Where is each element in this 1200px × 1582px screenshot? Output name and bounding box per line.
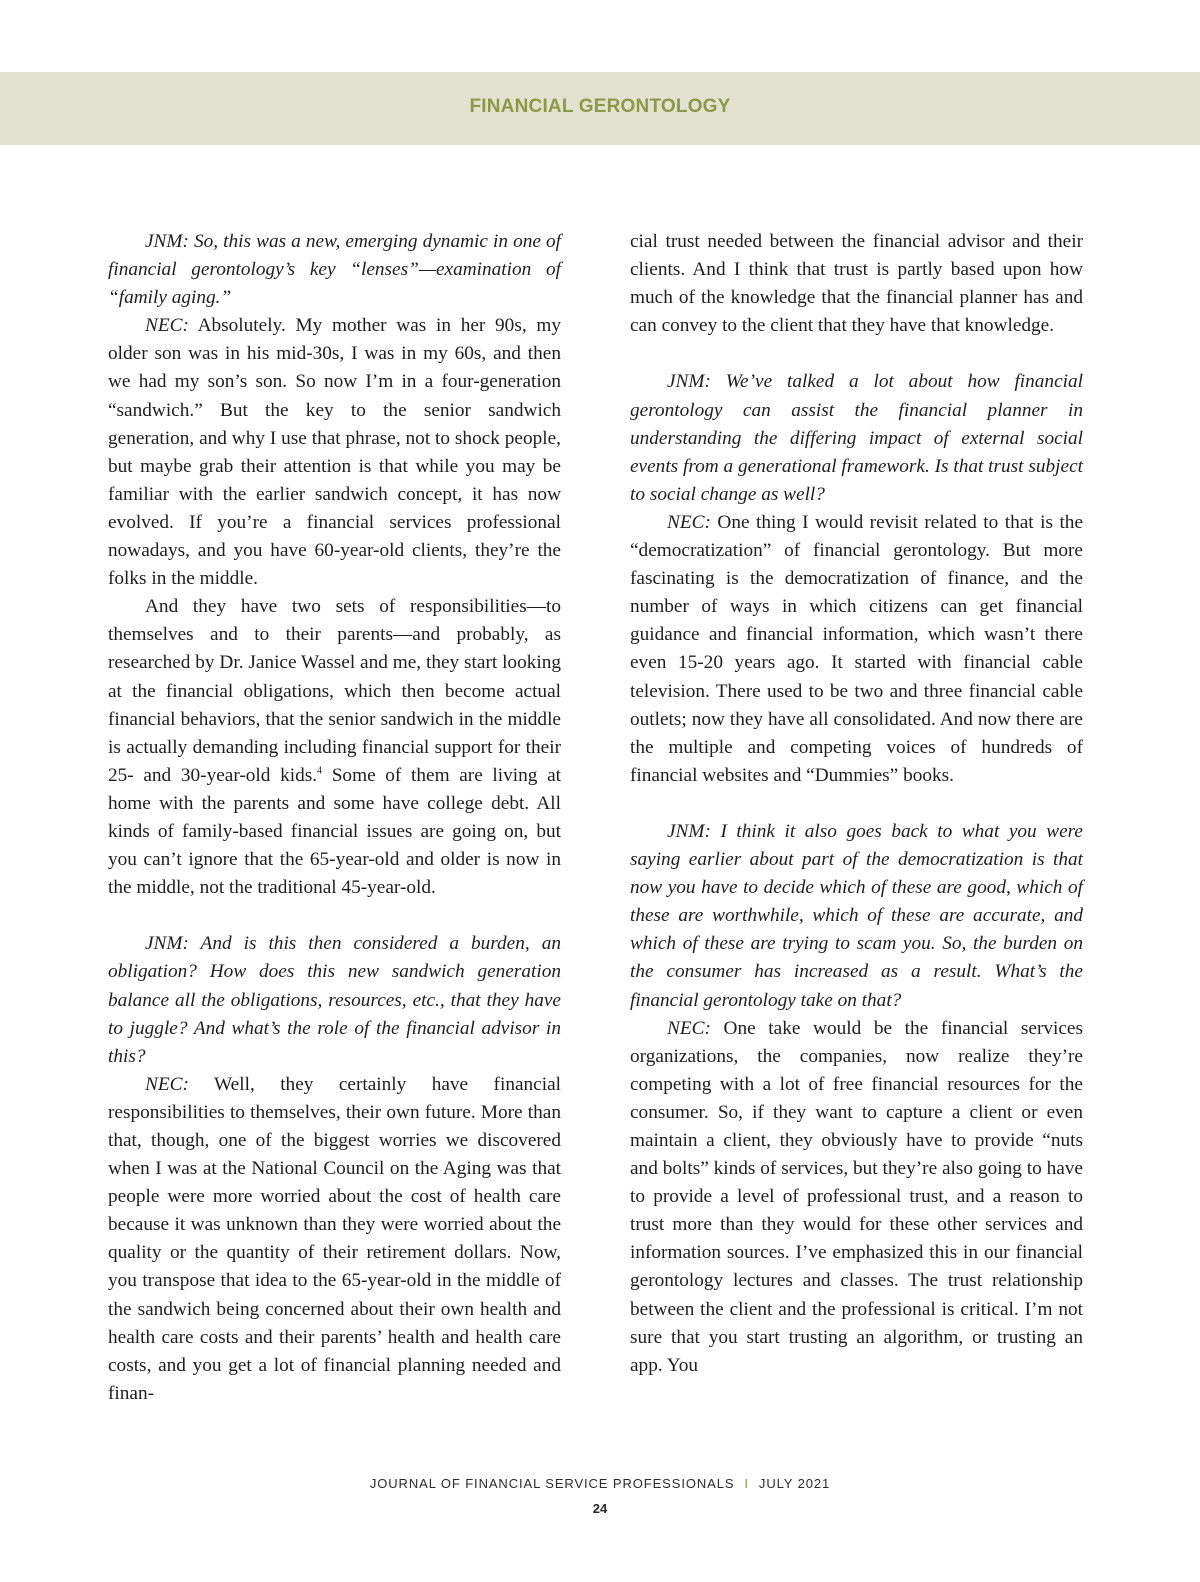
nec-answer-1: NEC: Absolutely. My mother was in her 90s, my older son was in his mid-30s, I was in my 60s, and then we had my son’s son. So now I’m in a four-generation “sandwich.” But the key to the senior sandwich generation, and why I use that phrase, not to shock people, but maybe grab their attention is that while you may be familiar with the earlier sandwich concept, it has now evolved. If you’re a financial services professional nowadays, and you have 60-year-old clients, they’re the folks in the middle.	[108, 315, 561, 590]
nec-answer-3: NEC: One thing I would revisit related to that is the “democratization” of financial gerontology. But more fascinating is the democratization of finance, and the number of ways in which citizens can get financial guidance and financial information, which wasn’t there even 15-20 years ago. It started with financial cable television. There used to be two and three financial cable outlets; now they have all consolidated. And now there are the multiple and competing voices of hundreds of financial websites and “Dummies” books.	[630, 511, 1084, 786]
section-title: FINANCIAL GERONTOLOGY	[469, 96, 731, 117]
speaker-nec: NEC:	[145, 315, 189, 337]
nec-answer-2: NEC: Well, they certainly have financial responsibilities to themselves, their own future. More than that, though, one of the biggest worries we discovered when I was at the National Council on the Aging was that people were more worried about the cost of health care because it was unknown than they were worried about the quality or the quantity of their retirement dollars. Now, you transpose that idea to the 65-year-old in the middle of the sandwich being concerned about their own health and health care costs and their parents’ health and health care costs, and you get a lot of financial planning needed and finan-	[108, 1073, 561, 1404]
footnote-marker: 4	[317, 765, 323, 777]
nec-answer-1-continued: And they have two sets of responsibilities—to themselves and to their parents—and probably, as researched by Dr. Janice Wassel and me, they start looking at the financial obligations, which then become actual financial behaviors, that the senior sandwich in the middle is actually demanding including financial support for their 25- and 30-year-old kids.$^4$ Some of them are living at home with the parents and some have college debt. All kinds of family-based financial issues are going on, but you can’t ignore that the 65-year-old and older is now in the middle, not the traditional 45-year-old.	[108, 596, 561, 899]
speaker-jnm: JNM:	[145, 933, 189, 955]
nec-answer-2-continued: cial trust needed between the financial advisor and their clients. And I think that trust is partly based upon how much of the knowledge that the financial planner has and can convey to the client that they have that knowledge.	[630, 231, 1083, 337]
left-column	[108, 228, 561, 1408]
jnm-question-4: JNM: I think it also goes back to what you were saying earlier about part of the democratization is that now you have to decide which of these are good, which of these are worthwhile, which of these are accurate, and which of these are trying to scam you. So, the burden on the consumer has increased as a result. What’s the financial gerontology take on that?	[630, 820, 1083, 1011]
speaker-nec: NEC:	[145, 1073, 189, 1095]
speaker-jnm: JNM:	[667, 371, 711, 393]
jnm-question-3: JNM: We’ve talked a lot about how financial gerontology can assist the financial planner in understanding the differing impact of external social events from a generational framework. Is that trust subject to social change as well?	[630, 371, 1083, 505]
speaker-jnm: JNM:	[667, 820, 711, 842]
speaker-nec: NEC:	[667, 511, 711, 533]
speaker-nec: NEC:	[667, 1017, 711, 1039]
journal-name: JOURNAL OF FINANCIAL SERVICE PROFESSIONALS	[369, 1476, 735, 1491]
page-number: 24	[592, 1501, 608, 1516]
jnm-question-2: JNM: And is this then considered a burden, an obligation? How does this new sandwich generation balance all the obligations, resources, etc., that they have to juggle? And what’s the role of the financial advisor in this?	[108, 933, 561, 1067]
nec-answer-4: NEC: One take would be the financial services organizations, the companies, now realize they’re competing with a lot of free financial resources for the consumer. So, if they want to capture a client or even maintain a client, they obviously have to provide “nuts and bolts” kinds of services, but they’re also going to have to provide a level of professional trust, and a reason to trust more than they would for these other services and information sources. I’ve emphasized this in our financial gerontology lectures and classes. The trust relationship between the client and the professional is critical. I’m not sure that you start trusting an algorithm, or trusting an app. You	[630, 1017, 1083, 1376]
footer-separator: I	[744, 1476, 749, 1491]
speaker-jnm: JNM:	[145, 231, 189, 252]
jnm-question-1: JNM: So, this was a new, emerging dynamic in one of financial gerontology’s key “lenses”—examination of “family aging.”	[108, 231, 561, 309]
issue-date: JULY 2021	[758, 1476, 831, 1491]
right-column	[630, 228, 1083, 1380]
page-footer	[0, 1476, 1200, 1491]
